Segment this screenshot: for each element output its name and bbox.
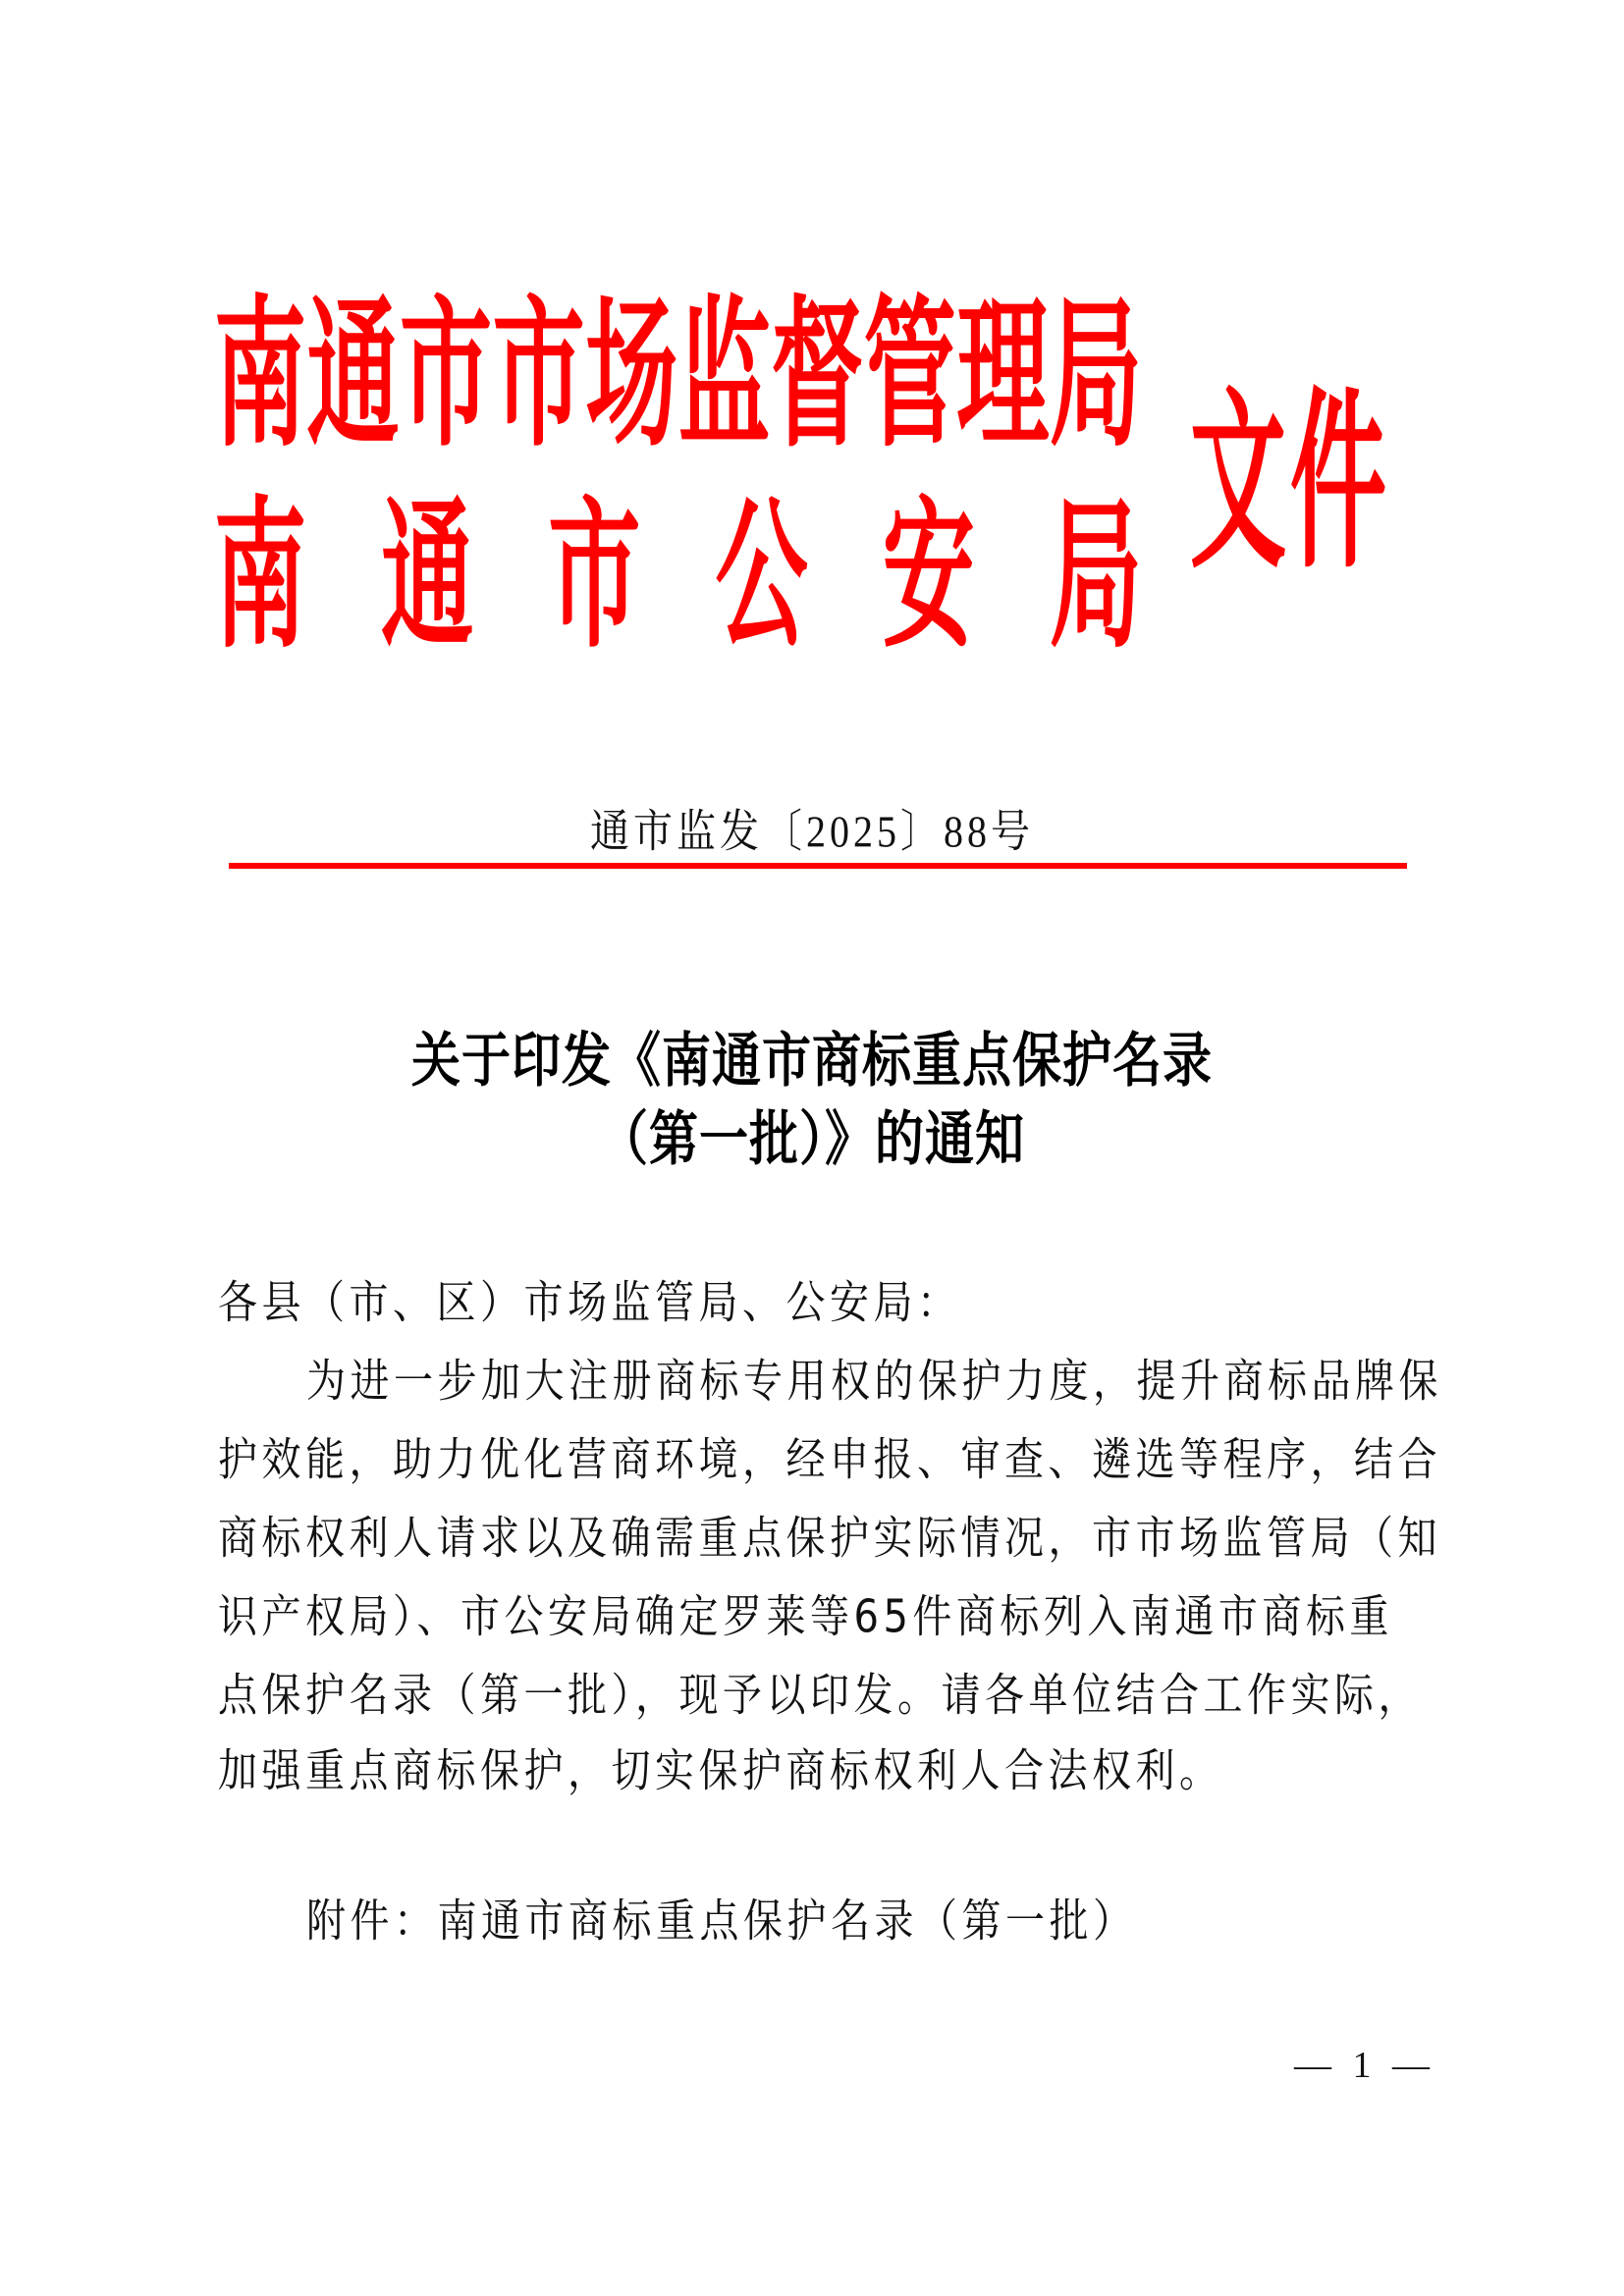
document-type-label <box>1190 370 1386 596</box>
header-char: 局 <box>1049 482 1142 671</box>
notice-title-line-1: 关于印发《南通市商标重点保护名录 <box>411 1025 1213 1095</box>
issuer-header-line-2 <box>214 482 1142 672</box>
header-char: 公 <box>715 482 808 671</box>
header-char: 市 <box>548 482 641 671</box>
attachment-note: 附件：南通市商标重点保护名录（第一批） <box>306 1896 1137 1948</box>
doc-type-char: 件 <box>1289 370 1386 596</box>
header-char: 市 <box>400 281 493 470</box>
header-char: 理 <box>956 281 1050 470</box>
header-char: 通 <box>306 281 400 470</box>
header-char: 管 <box>863 281 956 470</box>
header-char: 局 <box>1049 281 1142 470</box>
header-char: 市 <box>492 281 585 470</box>
body-line: 识产权局）、市公安局确定罗莱等65件商标列入南通市商标重 <box>218 1591 1393 1643</box>
page-number: — 1 — <box>1294 2045 1435 2086</box>
header-char: 督 <box>771 281 864 470</box>
header-char: 监 <box>677 281 771 470</box>
body-line: 为进一步加大注册商标专用权的保护力度，提升商标品牌保 <box>306 1356 1442 1408</box>
header-char: 南 <box>214 482 307 671</box>
body-line: 点保护名录（第一批），现予以印发。请各单位结合工作实际， <box>218 1670 1422 1722</box>
red-separator-line <box>229 863 1407 869</box>
header-char: 场 <box>585 281 678 470</box>
issuer-header-line-1 <box>214 281 1142 471</box>
header-char: 南 <box>214 281 307 470</box>
doc-type-char: 文 <box>1190 370 1287 596</box>
body-line: 商标权利人请求以及确需重点保护实际情况，市市场监管局（知 <box>218 1513 1441 1565</box>
addressee: 各县（市、区）市场监管局、公安局： <box>218 1277 961 1329</box>
header-char: 安 <box>882 482 975 671</box>
notice-title-line-2: （第一批）》的通知 <box>599 1103 1025 1174</box>
body-line: 加强重点商标保护，切实保护商标权利人合法权利。 <box>218 1745 1223 1797</box>
document-number: 通市监发〔2025〕88号 <box>590 806 1034 857</box>
body-line: 护效能，助力优化营商环境，经申报、审查、遴选等程序，结合 <box>218 1434 1441 1486</box>
header-char: 通 <box>381 482 474 671</box>
